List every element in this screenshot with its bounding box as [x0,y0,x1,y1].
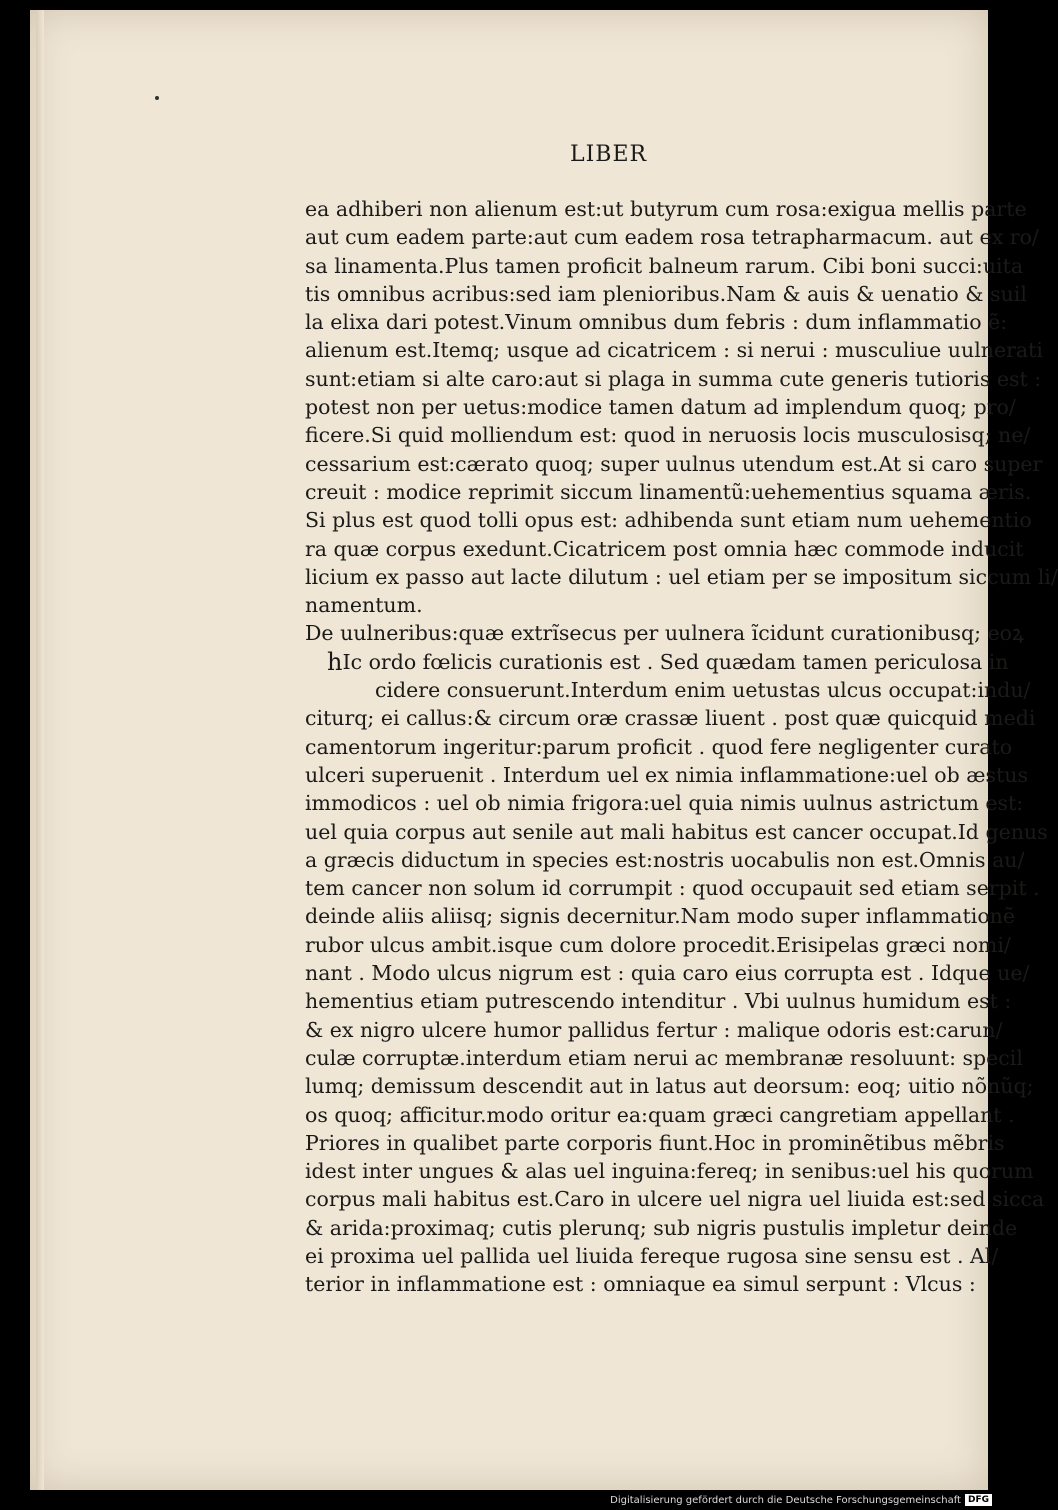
text-line: potest non per uetus:modice tamen datum ad implendum quoq; pro/ [305,395,1016,420]
section-heading: De uulneribus:quæ extrĩsecus per uulnera ĩcidunt curationibusq; eoꝝ [305,621,1024,646]
text-line: tem cancer non solum id corrumpit : quod occupauit sed etiam serpit . [305,876,1040,901]
text-line: aut cum eadem parte:aut cum eadem rosa tetrapharmacum. aut ex ro/ [305,225,1039,250]
running-head: LIBER [570,142,648,167]
text-line: la elixa dari potest.Vinum omnibus dum febris : dum inflammatio ẽ: [305,310,1008,335]
page-edge [36,10,44,1490]
text-line: tis omnibus acribus:sed iam plenioribus.Nam & auis & uenatio & suil [305,281,1027,306]
initial-line [305,647,1009,676]
text-line: cessarium est:cærato quoq; super uulnus utendum est.At si caro super [305,451,1043,476]
page-scan [30,10,1058,1490]
text-line: namentum. [305,593,423,618]
text-line: ra quæ corpus exedunt.Cicatricem post omnia hæc commode inducit [305,536,1024,561]
text-line: sa linamenta.Plus tamen proficit balneum rarum. Cibi boni succi:uita [305,253,1024,278]
text-line: sunt:etiam si alte caro:aut si plaga in summa cute generis tutioris est : [305,366,1042,391]
text-line: ulceri superuenit . Interdum uel ex nimia inflammatione:uel ob æstus [305,762,1029,787]
text-line: ea adhiberi non alienum est:ut butyrum cum rosa:exigua mellis parte [305,197,1027,221]
text-line: corpus mali habitus est.Caro in ulcere uel nigra uel liuida est:sed sicca [305,1187,1045,1212]
text-line: alienum est.Itemq; usque ad cicatricem : si nerui : musculiue uulnerati [305,338,1043,363]
text-line: creuit : modice reprimit siccum linamentũ:uehementius squama æris. [305,479,1032,504]
text-line: culæ corruptæ.interdum etiam nerui ac membranæ resoluunt: specil [305,1045,1023,1070]
ink-speck [155,96,159,100]
text-line: ficere.Si quid molliendum est: quod in neruosis locis musculosisq; ne/ [305,423,1031,448]
text-line: rubor ulcus ambit.isque cum dolore procedit.Erisipelas græci nomi/ [305,932,1011,957]
paragraph-2-first-line: Ic ordo fœlicis curationis est . Sed quædam tamen periculosa in [342,649,1009,674]
text-line: deinde aliis aliisq; signis decernitur.Nam modo super inflammationẽ [305,904,1015,929]
text-line: & arida:proximaq; cutis plerunq; sub nigris pustulis impletur deinde [305,1215,1018,1240]
text-line: a græcis diductum in species est:nostris uocabulis non est.Omnis au/ [305,847,1025,872]
text-line: & ex nigro ulcere humor pallidus fertur : malique odoris est:carun/ [305,1017,1003,1042]
paragraph-1 [305,195,1058,619]
text-line: Si plus est quod tolli opus est: adhibenda sunt etiam num uehementio [305,508,1032,533]
text-line: licium ex passo aut lacte dilutum : uel etiam per se impositum siccum li/ [305,564,1058,589]
text-line: idest inter ungues & alas uel inguina:fereq; in senibus:uel his quorum [305,1159,1034,1184]
text-line: hementius etiam putrescendo intenditur . Vbi uulnus humidum est : [305,989,1012,1014]
dfg-logo: DFG [965,1494,992,1506]
footer-text: Digitalisierung gefördert durch die Deutsche Forschungsgemeinschaft [610,1494,961,1506]
footer-credit [610,1492,992,1508]
initial-letter: h [327,647,343,676]
text-line: immodicos : uel ob nimia frigora:uel quia nimis uulnus astrictum est: [305,791,1024,816]
text-line: ei proxima uel pallida uel liuida fereque rugosa sine sensu est . Al/ [305,1243,999,1268]
text-line: uel quia corpus aut senile aut mali habitus est cancer occupat.Id genus [305,819,1048,844]
text-line: Priores in qualibet parte corporis fiunt.Hoc in prominẽtibus mẽbris [305,1130,1005,1155]
paragraph-2 [305,704,1048,1298]
text-line: citurq; ei callus:& circum oræ crassæ liuent . post quæ quicquid medi [305,706,1036,731]
paragraph-2-second-line: cidere consuerunt.Interdum enim uetustas ulcus occupat:indu/ [375,678,1031,703]
text-line: terior in inflammatione est : omniaque ea simul serpunt : Vlcus : [305,1272,976,1297]
text-line: os quoq; afficitur.modo oritur ea:quam græci cangretiam appellant . [305,1102,1015,1127]
text-line: nant . Modo ulcus nigrum est : quia caro eius corrupta est . Idque ue/ [305,961,1030,986]
text-line: lumq; demissum descendit aut in latus aut deorsum: eoq; uitio nõnũq; [305,1074,1034,1099]
text-line: camentorum ingeritur:parum proficit . quod fere negligenter curato [305,734,1013,759]
text-block [305,195,1058,1299]
